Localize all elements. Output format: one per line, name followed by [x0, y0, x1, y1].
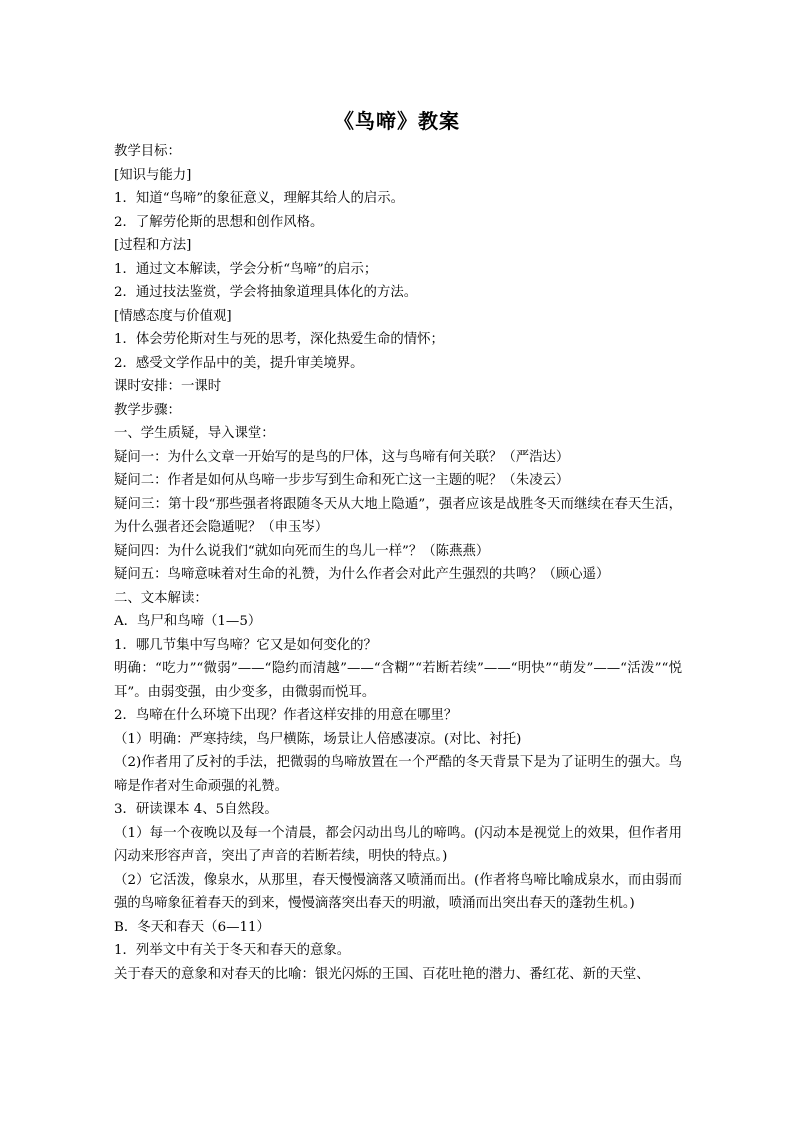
text-line: 1．体会劳伦斯对生与死的思考，深化热爱生命的情怀；	[114, 332, 444, 347]
text-line: 关于春天的意象和对春天的比喻：银光闪烁的王国、百花吐艳的潜力、番红花、新的天堂、	[114, 966, 650, 982]
text-line: A．鸟尸和鸟啼（1—5）	[114, 614, 262, 629]
text-line: 疑问一：为什么文章一开始写的是鸟的尸体，这与鸟啼有何关联？（严浩达）	[114, 449, 570, 465]
text-line: 教学目标：	[114, 144, 181, 159]
text-line: 1．哪几节集中写鸟啼？它又是如何变化的？	[114, 637, 377, 653]
text-line: 疑问五：鸟啼意味着对生命的礼赞，为什么作者会对此产生强烈的共鸣？（顾心遥）	[114, 567, 610, 582]
document-body	[114, 140, 682, 986]
text-line: 1．列举文中有关于冬天和春天的意象。	[114, 943, 351, 958]
text-line: 3．研读课本 4、5自然段。	[114, 802, 278, 817]
text-line: [过程和方法]	[114, 238, 192, 253]
text-line: [情感态度与价值观]	[114, 308, 232, 324]
text-line: （1）明确：严寒持续，鸟尸横陈，场景让人倍感凄凉。(对比、衬托)	[114, 731, 522, 747]
text-line: 一、学生质疑，导入课堂：	[114, 426, 275, 441]
text-line: 2．感受文学作品中的美，提升审美境界。	[114, 355, 364, 371]
paragraph-analysis: （2)作者用了反衬的手法，把微弱的鸟啼放置在一个严酷的冬天背景下是为了证明生的强大。鸟啼是作者对生命顽强的礼赞。	[114, 755, 682, 794]
text-line: 1．知道“鸟啼”的象征意义，理解其给人的启示。	[114, 191, 405, 206]
text-line: [知识与能力]	[114, 167, 192, 183]
text-line: 疑问二：作者是如何从鸟啼一步步写到生命和死亡这一主题的呢？（朱凌云）	[114, 473, 570, 488]
document-title: 《鸟啼》教案	[334, 109, 460, 133]
paragraph-question-3: 疑问三：第十段“那些强者将跟随冬天从大地上隐遁”，强者应该是战胜冬天而继续在春天生活，为什么强者还会隐遁呢？（申玉岑）	[114, 496, 682, 535]
text-line: 2．通过技法鉴赏，学会将抽象道理具体化的方法。	[114, 285, 418, 300]
text-line: 2．鸟啼在什么环境下出现？作者这样安排的用意在哪里？	[114, 708, 458, 723]
text-line: B．冬天和春天（6—11）	[114, 919, 270, 935]
text-line: 教学步骤：	[114, 402, 181, 418]
text-line: 2．了解劳伦斯的思想和创作风格。	[114, 214, 324, 230]
paragraph-reading-1: （1）每一个夜晚以及每一个清晨，都会闪动出鸟儿的啼鸣。(闪动本是视觉上的效果，但作者用闪动来形容声音，突出了声音的若断若续，明快的特点。)	[114, 825, 682, 864]
paragraph-answer: 明确：“吃力”“微弱”——“隐约而清越”——“含糊”“若断若续”——“明快”“萌发”——“活泼”“悦耳”。由弱变强，由少变多，由微弱而悦耳。	[114, 661, 682, 700]
text-line: 课时安排：一课时	[114, 379, 222, 394]
paragraph-reading-2: （2）它活泼，像泉水，从那里，春天慢慢滴落又喷涌而出。(作者将鸟啼比喻成泉水，而由弱而强的鸟啼象征着春天的到来，慢慢滴落突出春天的明澈，喷涌而出突出春天的蓬勃生机。)	[114, 872, 682, 911]
text-line: 1．通过文本解读，学会分析“鸟啼”的启示；	[114, 261, 378, 277]
text-line: 疑问四：为什么说我们“就如向死而生的鸟儿一样”？（陈燕燕）	[114, 543, 490, 559]
text-line: 二、文本解读：	[114, 590, 208, 606]
